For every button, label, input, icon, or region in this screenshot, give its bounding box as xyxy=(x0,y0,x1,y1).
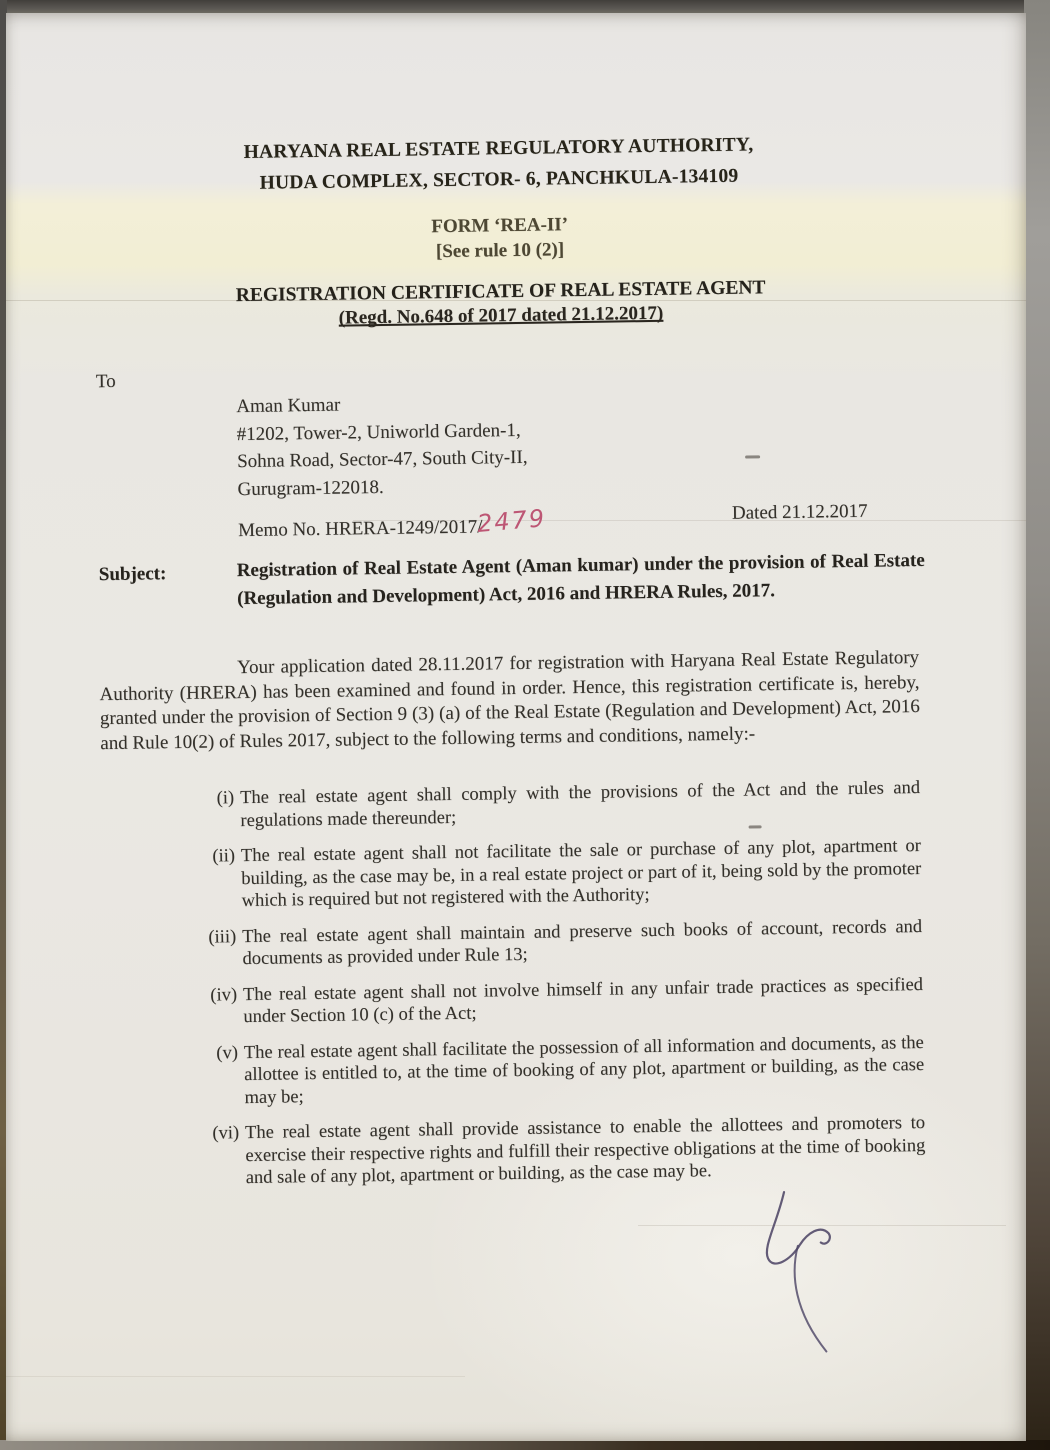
salutation: To xyxy=(95,370,116,393)
condition-number: (v) xyxy=(216,1042,239,1063)
address-line: Sohna Road, Sector-47, South City-II, xyxy=(236,446,528,473)
condition-text: The real estate agent shall maintain and preserve such books of account, records and documents as provided under Rule 13; xyxy=(242,916,923,970)
certificate-title: REGISTRATION CERTIFICATE OF REAL ESTATE AGENT xyxy=(235,277,766,307)
address-line: #1202, Tower-2, Uniworld Garden-1, xyxy=(236,419,521,445)
condition-number: (iv) xyxy=(210,984,238,1006)
form-rule: [See rule 10 (2)] xyxy=(435,239,565,263)
condition-number: (ii) xyxy=(212,846,236,867)
address-line: Gurugram-122018. xyxy=(237,476,384,500)
certificate-page xyxy=(6,13,1026,1441)
document-content xyxy=(6,13,1026,1441)
condition-text: The real estate agent shall provide assistance to enable the allottees and promoters to exercise their respective rights and fulfill their respective obligations at the time of booking and sale of any plot, apartment or building, as the case may be. xyxy=(244,1112,926,1189)
regd-number-line: (Regd. No.648 of 2017 dated 21.12.2017) xyxy=(338,302,664,329)
memo-date: Dated 21.12.2017 xyxy=(731,500,868,524)
condition-number: (i) xyxy=(216,788,235,809)
condition-text: The real estate agent shall not involve himself in any unfair trade practices as specified under Section 10 (c) of the Act; xyxy=(242,974,924,1028)
subject-label: Subject: xyxy=(98,563,167,586)
authority-address: HUDA COMPLEX, SECTOR- 6, PANCHKULA-134109 xyxy=(259,165,739,194)
subject-text: Registration of Real Estate Agent (Aman kumar) under the provision of Real Estate (Regulation and Development) Act, 2016 and HRERA Rules, 2017. xyxy=(236,549,925,610)
recipient-name: Aman Kumar xyxy=(236,394,341,418)
form-title: FORM ‘REA-II’ xyxy=(431,214,569,238)
condition-text: The real estate agent shall comply with the provisions of the Act and the rules and regulations made thereunder; xyxy=(239,778,921,831)
condition-text: The real estate agent shall facilitate the possession of all information and documents, as the allottee is entitled to, at the time of booking of any plot, apartment or building, as the case may be; xyxy=(243,1032,925,1108)
memo-number-handwritten: 2479 xyxy=(476,504,548,538)
condition-number: (vi) xyxy=(212,1123,240,1144)
condition-number: (iii) xyxy=(208,926,237,948)
background-strip-bottom xyxy=(0,1440,1050,1450)
body-paragraph: Your application dated 28.11.2017 for registration with Haryana Real Estate Regulatory Authority (HRERA) has been examined and found in order. Hence, this registration certificate is, hereby, granted under the provision of Section 9 (3) (a) of the Real Estate (Regulation and Development) Act, 2016 and Rule 10(2) of Rules 2017, subject to the following terms and conditions, namely:- xyxy=(99,647,920,754)
authority-name: HARYANA REAL ESTATE REGULATORY AUTHORITY, xyxy=(243,134,754,163)
background-strip-right xyxy=(1024,0,1050,1450)
signature-mark xyxy=(6,13,1026,1441)
condition-text: The real estate agent shall not facilitate the sale or purchase of any plot, apartment or building, as the case may be, in a real estate project or part of it, being sold by the promoter which is required but not registered with the Authority; xyxy=(240,836,922,912)
memo-number-prefix: Memo No. HRERA-1249/2017/ xyxy=(237,516,483,542)
